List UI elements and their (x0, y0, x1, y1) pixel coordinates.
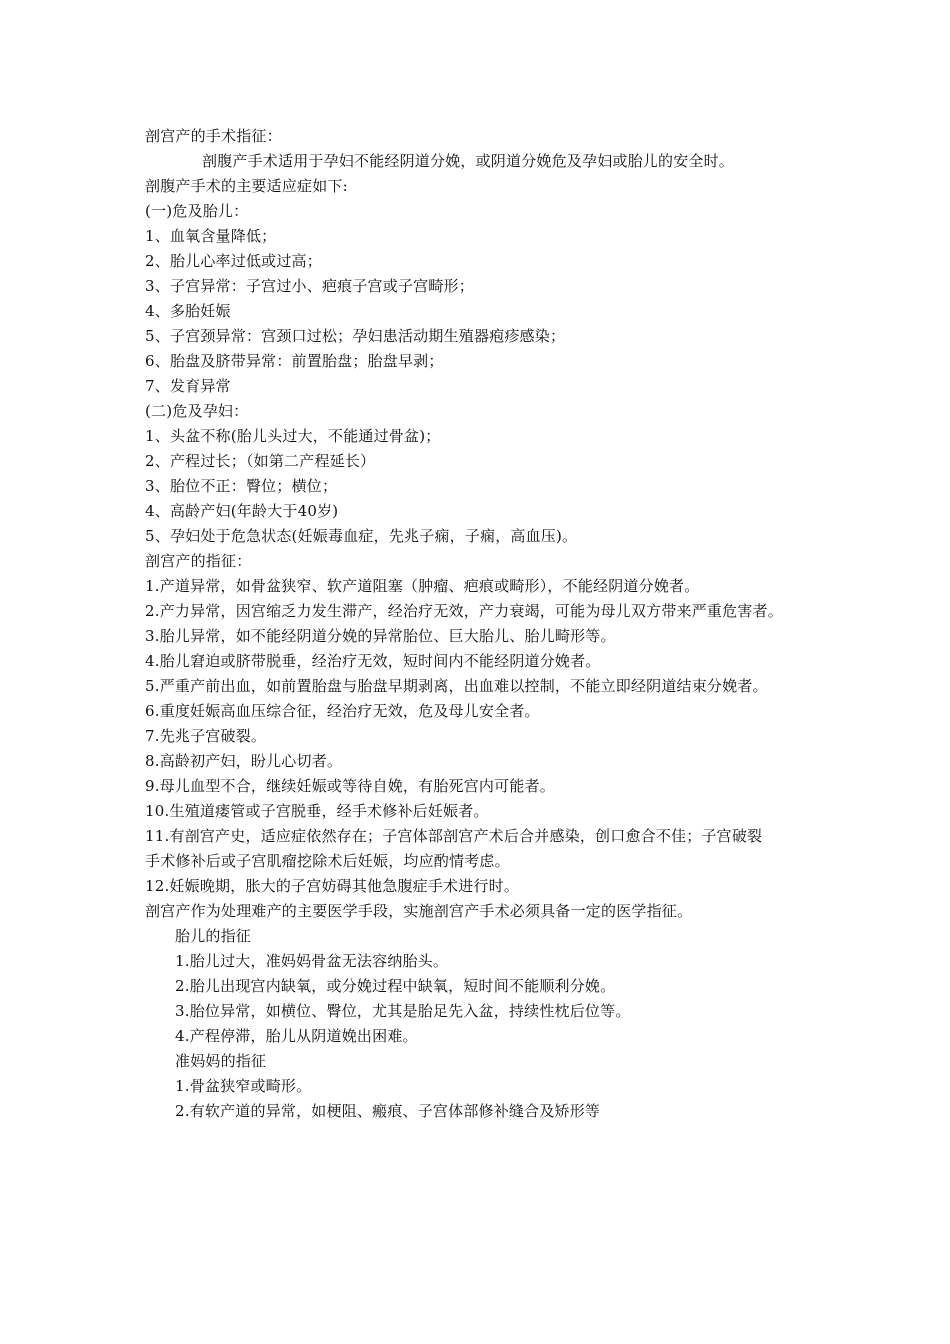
text-line: (一)危及胎儿： (145, 202, 249, 220)
text-line: 2、胎儿心率过低或过高； (145, 252, 322, 270)
text-line: 2.胎儿出现宫内缺氧，或分娩过程中缺氧，短时间不能顺利分娩。 (175, 977, 616, 995)
text-line: 12.妊娠晚期，胀大的子宫妨碍其他急腹症手术进行时。 (145, 877, 520, 895)
text-line: 5、孕妇处于危急状态(妊娠毒血症，先兆子痫，子痫，高血压)。 (145, 527, 578, 545)
text-line: 6.重度妊娠高血压综合征，经治疗无效，危及母儿安全者。 (145, 702, 540, 720)
text-line: 剖腹产手术的主要适应症如下: (145, 177, 348, 195)
text-line: 7.先兆子宫破裂。 (145, 727, 267, 745)
text-line: 4、高龄产妇(年龄大于40岁) (145, 502, 339, 520)
text-line: 3.胎儿异常，如不能经阴道分娩的异常胎位、巨大胎儿、胎儿畸形等。 (145, 627, 616, 645)
document-body (145, 124, 845, 1124)
text-line: 8.高龄初产妇，盼儿心切者。 (145, 752, 343, 770)
text-line: 10.生殖道瘘管或子宫脱垂，经手术修补后妊娠者。 (145, 802, 489, 820)
text-line: 6、胎盘及脐带异常：前置胎盘；胎盘早剥； (145, 352, 444, 370)
text-line: 准妈妈的指征 (175, 1052, 267, 1070)
text-line: 1、血氧含量降低； (145, 227, 277, 245)
text-line: 11.有剖宫产史，适应症依然存在；子宫体部剖宫产术后合并感染，创口愈合不佳；子宫破裂 (145, 827, 763, 845)
text-line: 2.产力异常，因宫缩乏力发生滞产，经治疗无效，产力衰竭，可能为母儿双方带来严重危害者。 (145, 602, 783, 620)
text-line: 1.骨盆狭窄或畸形。 (175, 1077, 312, 1095)
text-line: 7、发育异常 (145, 377, 231, 395)
text-line: 3、胎位不正：臀位；横位； (145, 477, 338, 495)
text-line: 剖腹产手术适用于孕妇不能经阴道分娩，或阴道分娩危及孕妇或胎儿的安全时。 (202, 152, 735, 170)
text-line: 4、多胎妊娠 (145, 302, 231, 320)
text-line: 胎儿的指征 (175, 927, 252, 945)
text-line: 4.胎儿窘迫或脐带脱垂，经治疗无效，短时间内不能经阴道分娩者。 (145, 652, 601, 670)
text-line: 1.产道异常，如骨盆狭窄、软产道阻塞（肿瘤、疤痕或畸形），不能经阴道分娩者。 (145, 577, 700, 595)
text-line: 9.母儿血型不合，继续妊娠或等待自娩，有胎死宫内可能者。 (145, 777, 555, 795)
text-line: 5、子宫颈异常：宫颈口过松；孕妇患活动期生殖器疱疹感染； (145, 327, 566, 345)
text-line: 3、子宫异常：子宫过小、疤痕子宫或子宫畸形； (145, 277, 474, 295)
text-line: 2.有软产道的异常，如梗阻、瘢痕、子宫体部修补缝合及矫形等 (175, 1102, 601, 1120)
text-line: 1、头盆不称(胎儿头过大，不能通过骨盆)； (145, 427, 441, 445)
text-line: 2、产程过长；（如第二产程延长） (145, 452, 376, 470)
text-line: 剖宫产的手术指征： (145, 127, 282, 145)
text-line: 1.胎儿过大，准妈妈骨盆无法容纳胎头。 (175, 952, 449, 970)
text-line: 3.胎位异常，如横位、臀位，尤其是胎足先入盆，持续性枕后位等。 (175, 1002, 631, 1020)
text-line: 5.严重产前出血，如前置胎盘与胎盘早期剥离，出血难以控制，不能立即经阴道结束分娩者。 (145, 677, 768, 695)
text-line: (二)危及孕妇： (145, 402, 249, 420)
text-line: 手术修补后或子宫肌瘤挖除术后妊娠，均应酌情考虑。 (145, 852, 510, 870)
text-line: 剖宫产作为处理难产的主要医学手段，实施剖宫产手术必须具备一定的医学指征。 (145, 902, 693, 920)
text-line: 4.产程停滞，胎儿从阴道娩出困难。 (175, 1027, 418, 1045)
text-line: 剖宫产的指征： (145, 552, 252, 570)
